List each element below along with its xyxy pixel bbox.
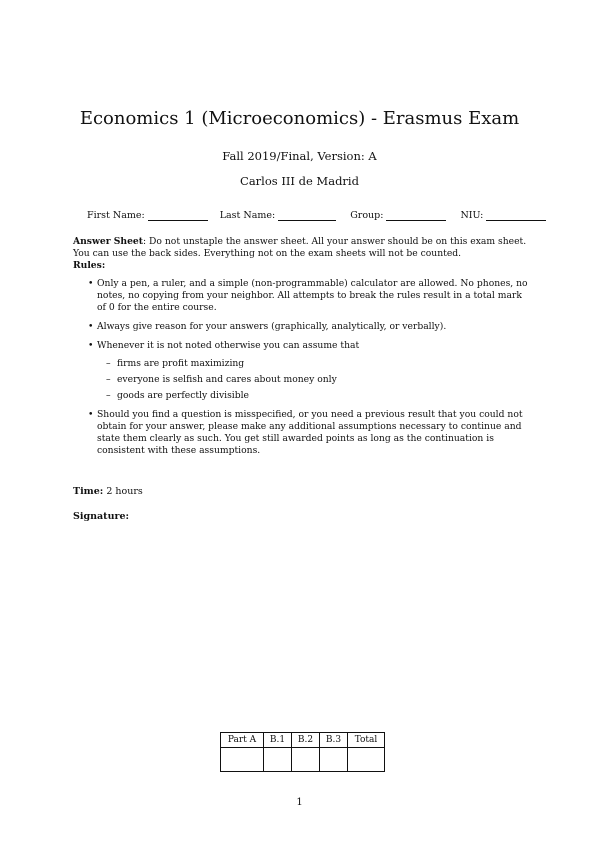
score-cell-part-a[interactable] [221,748,264,772]
signature-label[interactable]: Signature: [73,511,130,522]
group-label: Group: [350,210,384,221]
assumption-item: – firms are profit maximizing [106,358,245,369]
first-name-field[interactable] [87,210,208,221]
instructions [73,236,533,464]
assumption-item: – everyone is selfish and cares about money only [106,374,337,385]
institution-name: Carlos III de Madrid [240,174,359,188]
score-header-total: Total [348,733,385,748]
rule-item: • Only a pen, a ruler, and a simple (non-programmable) calculator are allowed. No phones, no notes, no copying from your neighbor. All attempts to break the rules result in a total mark of 0 for the entire course. [88,278,528,313]
group-blank[interactable] [386,211,446,221]
bullet-icon: • [88,321,94,332]
score-cell-b1[interactable] [264,748,292,772]
niu-blank[interactable] [486,211,546,221]
dash-icon: – [106,358,111,369]
score-header-part-a: Part A [221,733,264,748]
bullet-icon: • [88,409,94,420]
answer-sheet-paragraph [73,236,533,260]
niu-field[interactable] [460,210,546,221]
score-header-row [221,733,385,748]
exam-version: Fall 2019/Final, Version: A [222,149,377,163]
rule-item: • Always give reason for your answers (graphically, analytically, or verbally). [88,321,447,332]
assumption-item: – goods are perfectly divisible [106,390,249,401]
score-cell-b2[interactable] [292,748,320,772]
page-number: 1 [296,797,303,808]
time-label: Time: [73,486,104,497]
rule-item: • Should you find a question is misspecified, or you need a previous result that you could not obtain for your answer, please make any additional assumptions necessary to continue and state them clearly as such. You get still awarded points as long as the continuation is consistent with these assumptions. [88,409,523,456]
last-name-field[interactable] [220,210,337,221]
assumptions-list [97,358,533,402]
rules-list [73,278,533,457]
rule-item: • Whenever it is not noted otherwise you can assume that – firms are profit maximizing – everyone is selfish and cares about money only – goods are perfectly divisible [73,340,533,402]
score-value-row [221,748,385,772]
first-name-label: First Name: [87,210,145,221]
first-name-blank[interactable] [148,211,208,221]
niu-label: NIU: [460,210,484,221]
group-field[interactable] [350,210,446,221]
student-info-fields [87,210,532,221]
last-name-label: Last Name: [219,210,276,221]
time-line [73,486,143,497]
score-header-b2: B.2 [292,733,320,748]
score-header-b3: B.3 [320,733,348,748]
score-header-b1: B.1 [264,733,292,748]
last-name-blank[interactable] [278,211,336,221]
score-cell-b3[interactable] [320,748,348,772]
score-table [220,732,385,772]
exam-title: Economics 1 (Microeconomics) - Erasmus Exam [79,108,520,129]
score-cell-total[interactable] [348,748,385,772]
bullet-icon: • [88,340,94,351]
answer-sheet-label: Answer Sheet [73,236,144,247]
time-value: 2 hours [106,486,143,497]
dash-icon: – [106,374,111,385]
dash-icon: – [106,390,111,401]
answer-sheet-text: : Do not unstaple the answer sheet. All your answer should be on this exam sheet. You can use the back sides. Everything not on the exam sheets will not be counted. [73,236,527,259]
rules-heading: Rules: [73,260,106,271]
bullet-icon: • [88,278,94,289]
